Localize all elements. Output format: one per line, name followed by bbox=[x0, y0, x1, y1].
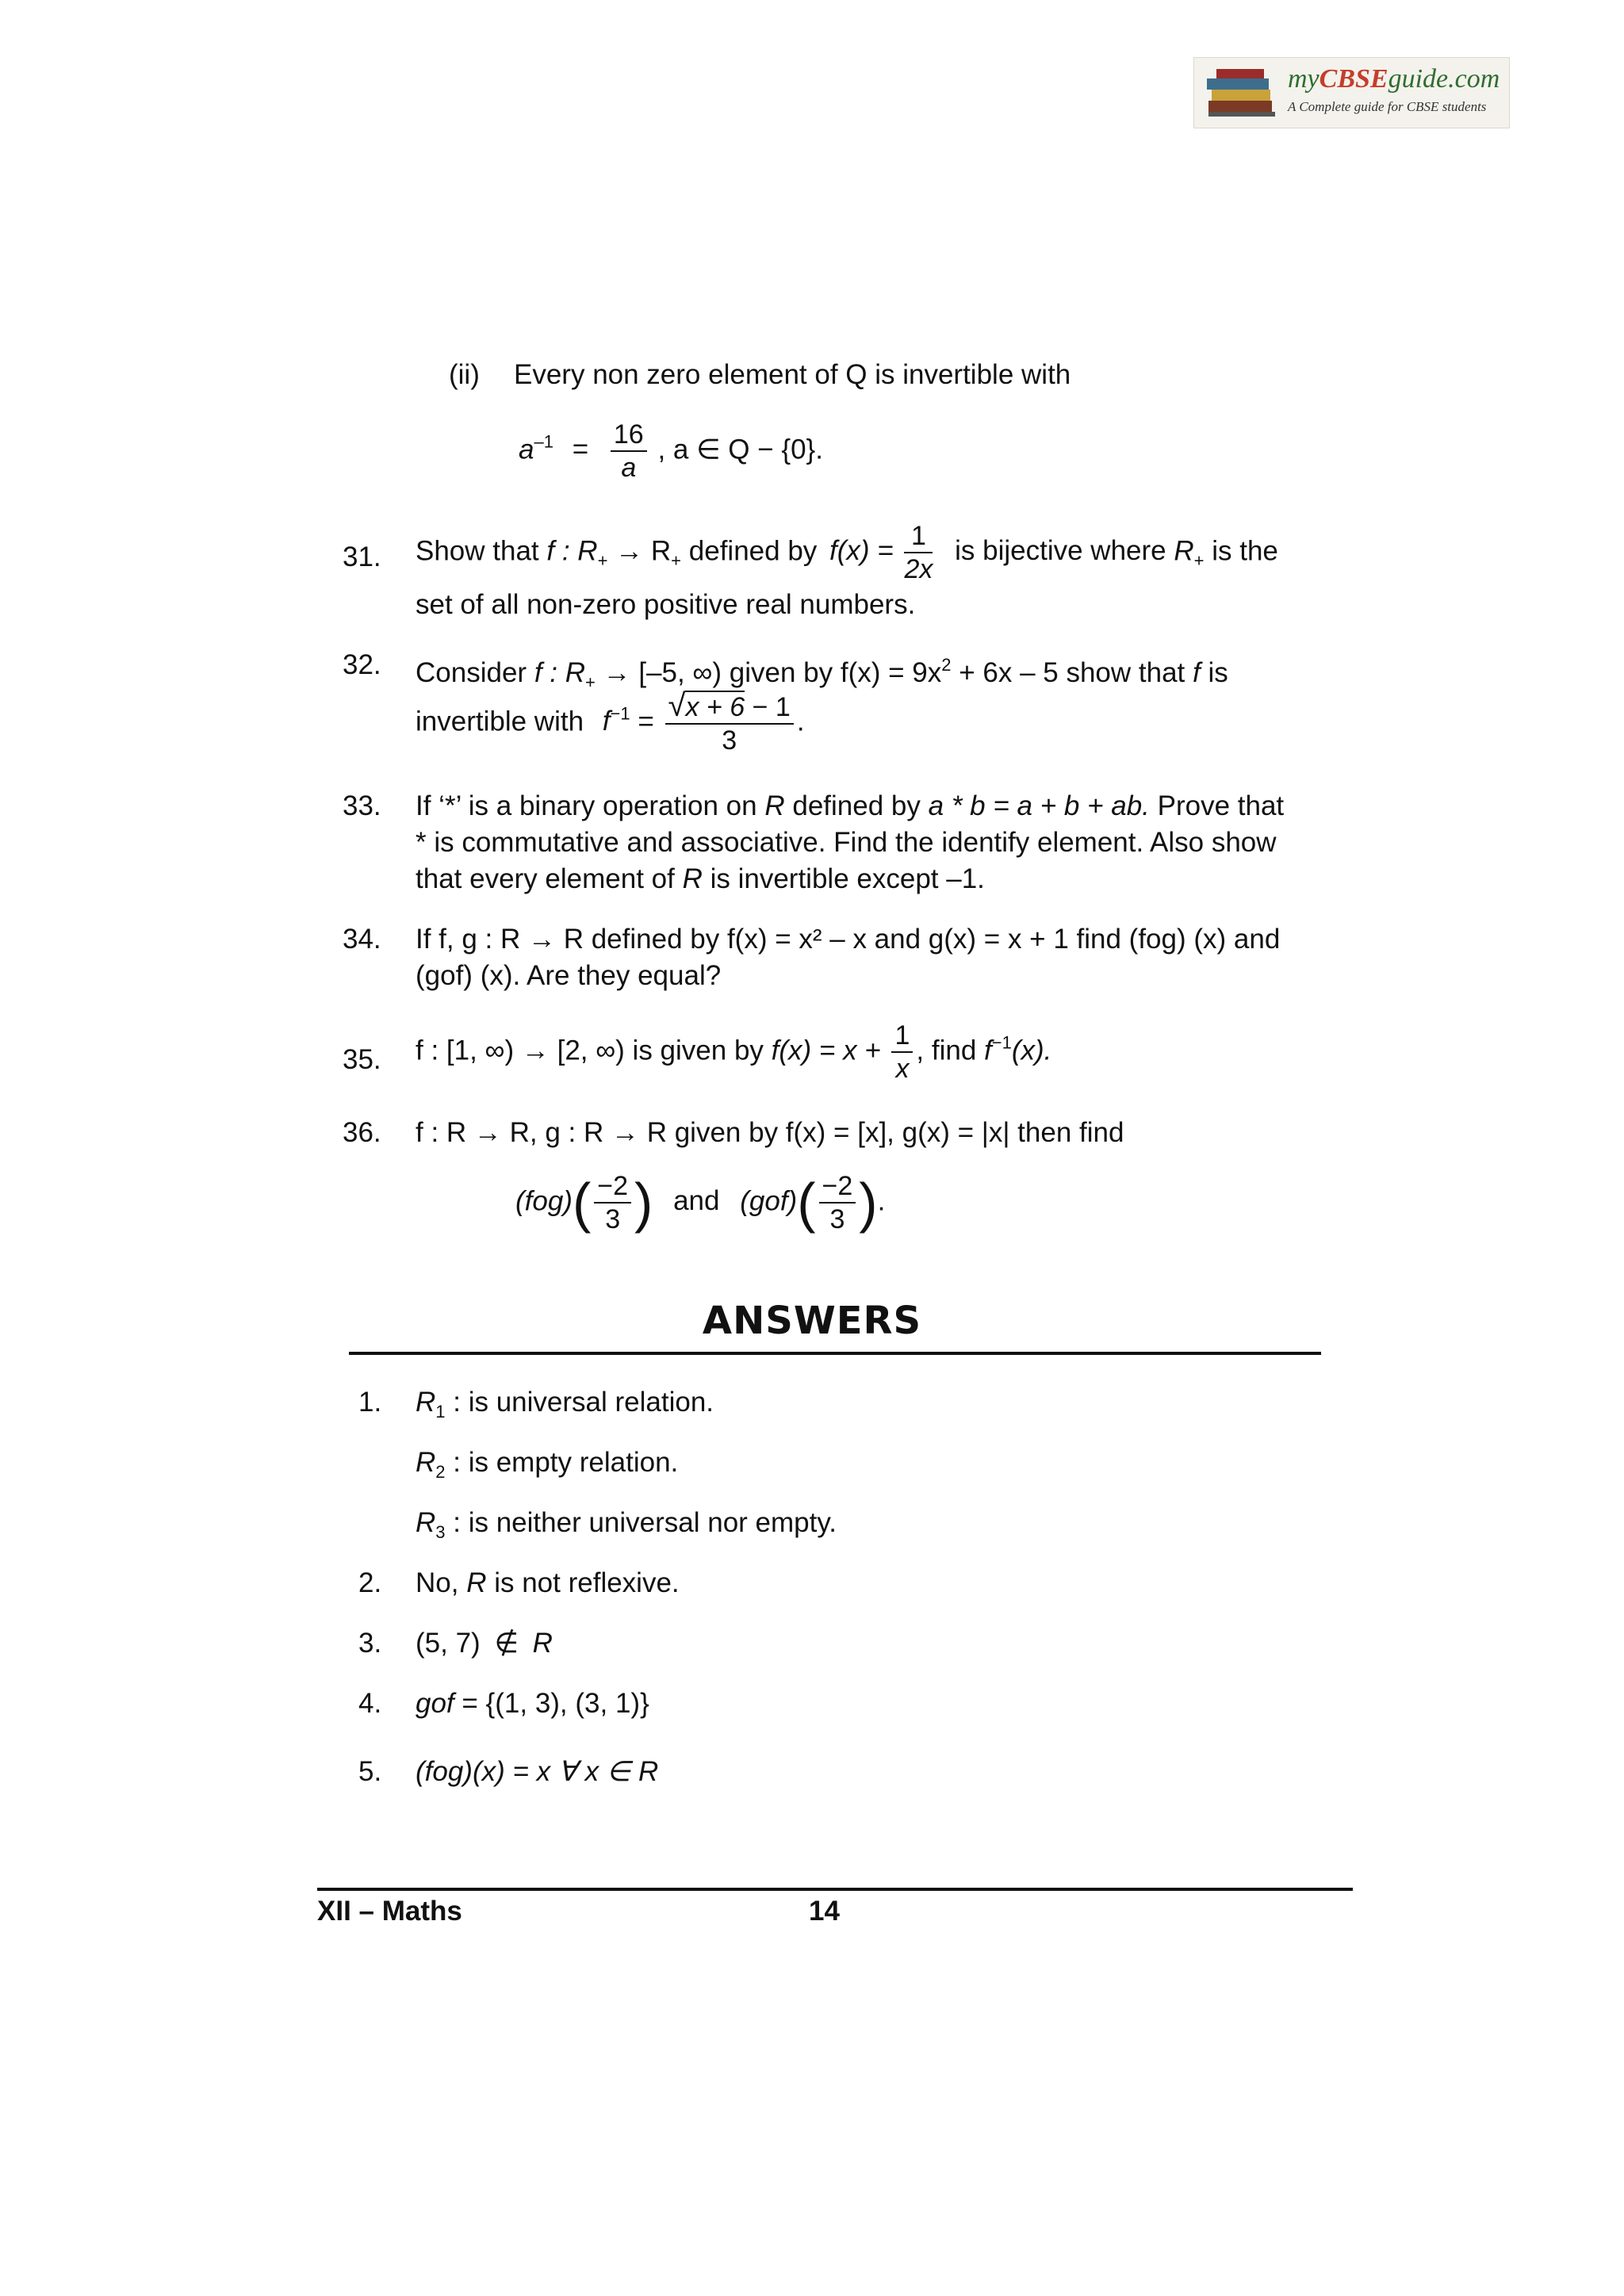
q33-number: 33. bbox=[343, 790, 381, 821]
logo-wordmark: myCBSEguide.com bbox=[1288, 64, 1500, 94]
q36-number: 36. bbox=[343, 1117, 381, 1148]
q35-line: f : [1, ∞) → [2, ∞) is given by f(x) = x + $\frac{1}{x}$ , find $f^{-1}(x)$. bbox=[416, 1020, 1052, 1084]
q33-line3: that every element of R is invertible except –1. bbox=[416, 863, 985, 894]
page-number: 14 bbox=[809, 1896, 840, 1927]
answer-5: (fog)(x) = x ∀ x ∈ R bbox=[416, 1756, 659, 1787]
q30-formula: $a^{-1}$ = $\frac{16}{a}$ , a ∈ Q − {0}. bbox=[519, 419, 823, 483]
answer-4: gof = {(1, 3), (3, 1)} bbox=[416, 1688, 649, 1719]
answer-1-line2: $R_2$ : is empty relation. bbox=[416, 1447, 679, 1482]
answer-1-line3: $R_3$ : is neither universal nor empty. bbox=[416, 1507, 837, 1542]
books-icon bbox=[1205, 66, 1278, 120]
answer-1-number: 1. bbox=[358, 1387, 382, 1418]
answer-2: No, R is not reflexive. bbox=[416, 1567, 680, 1598]
q32-number: 32. bbox=[343, 649, 381, 680]
logo-tagline: A Complete guide for CBSE students bbox=[1288, 99, 1487, 114]
answer-5-number: 5. bbox=[358, 1756, 382, 1787]
subpart-label: (ii) bbox=[449, 359, 480, 390]
q33-line1: If ‘*’ is a binary operation on R defined by a * b = a + b + ab. Prove that bbox=[416, 790, 1285, 821]
q31-number: 31. bbox=[343, 541, 381, 572]
q36-formula: (fog)( $\frac{-2}{3}$ ) and (gof)( $\frac{-2}{3}$ ). bbox=[515, 1171, 886, 1234]
q34-line2: (gof) (x). Are they equal? bbox=[416, 960, 722, 991]
q35-number: 35. bbox=[343, 1044, 381, 1075]
footer-rule bbox=[317, 1888, 1353, 1891]
q32-line2: invertible with $f^{-1}$ = $\frac{√x + 6 - 1}{3}$ . bbox=[416, 688, 805, 756]
q32-line1: Consider f : $R_+ \to [-5$, ∞) given by $f(x) = 9x^2 + 6x - 5$ show that f is bbox=[416, 655, 1228, 692]
q34-number: 34. bbox=[343, 924, 381, 955]
divider bbox=[349, 1352, 1321, 1355]
q30-text: Every non zero element of Q is invertible with bbox=[514, 359, 1071, 390]
answer-2-number: 2. bbox=[358, 1567, 382, 1598]
site-logo bbox=[1193, 57, 1510, 128]
q31-line1: Show that f : $R_+ \to R_+$ defined by f(x) = $\frac{1}{2x}$ is bijective where $R_+$ is the bbox=[416, 521, 1278, 584]
answer-3: (5, 7) ∉ R bbox=[416, 1628, 553, 1659]
answer-3-number: 3. bbox=[358, 1628, 382, 1659]
answers-heading: ANSWERS bbox=[702, 1299, 922, 1343]
answer-1-line1: $R_1$ : is universal relation. bbox=[416, 1387, 714, 1422]
q34-line1: If f, g : R → R defined by f(x) = x² – x and g(x) = x + 1 find (fog) (x) and bbox=[416, 924, 1281, 955]
answer-4-number: 4. bbox=[358, 1688, 382, 1719]
q36-line1: f : R → R, g : R → R given by f(x) = [x], g(x) = |x| then find bbox=[416, 1117, 1124, 1148]
q33-line2: * is commutative and associative. Find the identify element. Also show bbox=[416, 827, 1277, 858]
footer-subject: XII – Maths bbox=[317, 1896, 462, 1927]
q31-line2: set of all non-zero positive real numbers. bbox=[416, 589, 916, 620]
